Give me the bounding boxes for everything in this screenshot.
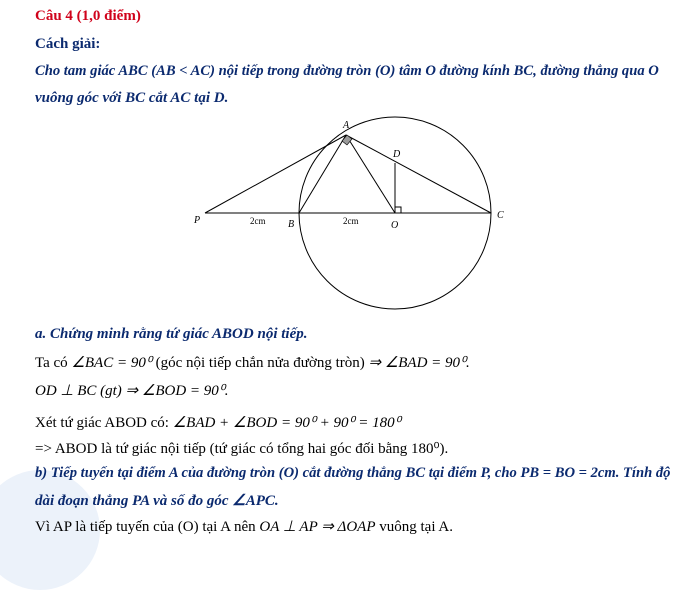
part-b-title-2 [35,491,279,510]
part-b-title-2-math: ∠APC. [232,493,279,509]
part-b-l1-prefix: Vì AP là tiếp tuyến của (O) tại A nên [35,519,256,535]
part-b-l1-suffix: vuông tại A. [379,519,454,535]
segment-pa [205,135,346,213]
solution-label: Cách giải: [35,36,101,52]
part-a-l1-math2: ⇒ ∠BAD = 90⁰. [368,355,470,371]
part-a-l1-math1: ∠BAC = 90⁰ [71,355,152,371]
label-b: B [288,219,295,230]
question-title: Câu 4 (1,0 điểm) [35,8,141,24]
part-a-l1-mid: (góc nội tiếp chắn nửa đường tròn) [155,355,365,371]
geometry-figure [0,112,700,322]
label-d: D [393,149,401,160]
length-bo: 2cm [343,216,359,226]
problem-line-1: Cho tam giác ABC (AB < AC) nội tiếp trong đường tròn (O) tâm O đường kính BC, đường thẳng qua O [35,63,659,79]
label-a: A [343,120,350,131]
part-a-l1-prefix: Ta có [35,355,68,371]
right-angle-o [395,207,401,213]
label-p: P [194,215,201,226]
label-c: C [497,210,504,221]
part-b-title-1: b) Tiếp tuyến tại điểm A của đường tròn (O) cắt đường thẳng BC tại điểm P, cho PB = BO = 2cm. Tính độ [35,465,671,481]
part-b-l1-math: OA ⊥ AP ⇒ ΔOAP [259,519,376,535]
problem-line-2: vuông góc với BC cắt AC tại D. [35,90,229,106]
part-a-line-4: => ABOD là tứ giác nội tiếp (tứ giác có tổng hai góc đối bằng 180⁰). [35,441,449,457]
part-a-l3-prefix: Xét tứ giác ABOD có: [35,415,169,431]
segment-ab [299,135,346,213]
segment-ao [346,135,395,213]
length-pb: 2cm [250,216,266,226]
part-a-line-3 [35,413,401,432]
segment-ac [346,135,491,213]
part-a-title: a. Chứng minh rằng tứ giác ABOD nội tiếp. [35,326,308,342]
label-o: O [391,220,399,231]
part-a-line-2: OD ⊥ BC (gt) ⇒ ∠BOD = 90⁰. [35,383,229,399]
part-b-line-1 [35,517,453,536]
part-b-title-2-text: dài đoạn thẳng PA và số đo góc [35,493,229,509]
part-a-line-1 [35,353,470,372]
part-a-l3-math: ∠BAD + ∠BOD = 90⁰ + 90⁰ = 180⁰ [172,415,401,431]
